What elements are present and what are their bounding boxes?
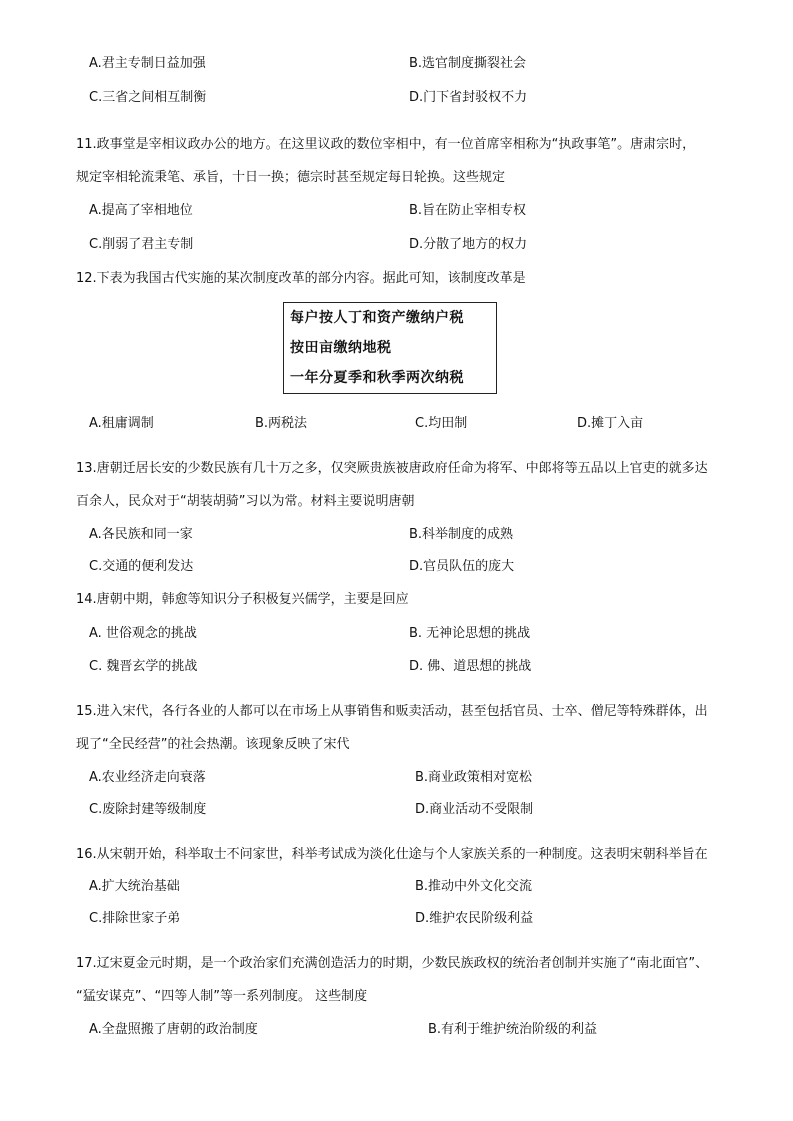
q15-option-d: D.商业活动不受限制 <box>415 802 534 817</box>
q10-option-b: B.选官制度撕裂社会 <box>409 56 527 71</box>
q14-option-a: A. 世俗观念的挑战 <box>89 626 197 641</box>
q12-option-a: A.租庸调制 <box>89 416 154 431</box>
q16-stem: 16.从宋朝开始，科举取士不问家世，科举考试成为淡化仕途与个人家族关系的一种制度。这表明宋朝科举旨在 <box>76 847 708 862</box>
q10-option-a: A.君主专制日益加强 <box>89 56 206 71</box>
q17-option-a: A.全盘照搬了唐朝的政治制度 <box>89 1022 258 1037</box>
q12-table-row: 按田亩缴纳地税 <box>290 340 392 356</box>
q15-option-a: A.农业经济走向衰落 <box>89 770 206 785</box>
q12-option-c: C.均田制 <box>415 416 468 431</box>
q12-table-row: 一年分夏季和秋季两次纳税 <box>290 370 464 386</box>
q15-stem-line1: 15.进入宋代，各行各业的人都可以在市场上从事销售和贩卖活动，甚至包括官员、士卒、僧尼等特殊群体，出 <box>76 704 708 719</box>
q17-stem-line2: “猛安谋克”、“四等人制”等一系列制度。 这些制度 <box>76 989 368 1004</box>
q15-option-b: B.商业政策相对宽松 <box>415 770 533 785</box>
q12-table-row: 每户按人丁和资产缴纳户税 <box>290 310 464 326</box>
q13-stem-line2: 百余人，民众对于“胡装胡骑”习以为常。材料主要说明唐朝 <box>76 494 415 509</box>
q14-option-d: D. 佛、道思想的挑战 <box>409 659 532 674</box>
q16-option-c: C.排除世家子弟 <box>89 911 181 926</box>
q16-option-d: D.维护农民阶级利益 <box>415 911 534 926</box>
q13-option-b: B.科举制度的成熟 <box>409 527 514 542</box>
q11-stem-line2: 规定宰相轮流秉笔、承旨，十日一换；德宗时甚至规定每日轮换。这些规定 <box>76 170 506 185</box>
q12-reform-table <box>283 302 497 394</box>
q12-stem: 12.下表为我国古代实施的某次制度改革的部分内容。据此可知，该制度改革是 <box>76 271 526 286</box>
q15-stem-line2: 现了“全民经营”的社会热潮。该现象反映了宋代 <box>76 737 350 752</box>
q14-stem: 14.唐朝中期，韩愈等知识分子积极复兴儒学，主要是回应 <box>76 592 409 607</box>
q10-option-d: D.门下省封驳权不力 <box>409 90 528 105</box>
q14-option-b: B. 无神论思想的挑战 <box>409 626 531 641</box>
q16-option-b: B.推动中外文化交流 <box>415 879 533 894</box>
q13-option-c: C.交通的便利发达 <box>89 559 194 574</box>
q17-stem-line1: 17.辽宋夏金元时期，是一个政治家们充满创造活力的时期，少数民族政权的统治者创制并实施了“南北面官”、 <box>76 956 709 971</box>
q14-option-c: C. 魏晋玄学的挑战 <box>89 659 198 674</box>
q16-option-a: A.扩大统治基础 <box>89 879 180 894</box>
q13-option-d: D.官员队伍的庞大 <box>409 559 515 574</box>
q11-option-a: A.提高了宰相地位 <box>89 203 193 218</box>
q13-stem-line1: 13.唐朝迁居长安的少数民族有几十万之多，仅突厥贵族被唐政府任命为将军、中郎将等五品以上官吏的就多达 <box>76 461 708 476</box>
q15-option-c: C.废除封建等级制度 <box>89 802 207 817</box>
q10-option-c: C.三省之间相互制衡 <box>89 90 207 105</box>
q11-option-c: C.削弱了君主专制 <box>89 237 194 252</box>
q11-option-d: D.分散了地方的权力 <box>409 237 528 252</box>
q11-option-b: B.旨在防止宰相专权 <box>409 203 527 218</box>
q12-option-b: B.两税法 <box>255 416 308 431</box>
q11-stem-line1: 11.政事堂是宰相议政办公的地方。在这里议政的数位宰相中，有一位首席宰相称为“执政事笔”。唐肃宗时， <box>76 137 696 152</box>
q13-option-a: A.各民族和同一家 <box>89 527 193 542</box>
q17-option-b: B.有利于维护统治阶级的利益 <box>428 1022 598 1037</box>
q12-option-d: D.摊丁入亩 <box>577 416 644 431</box>
